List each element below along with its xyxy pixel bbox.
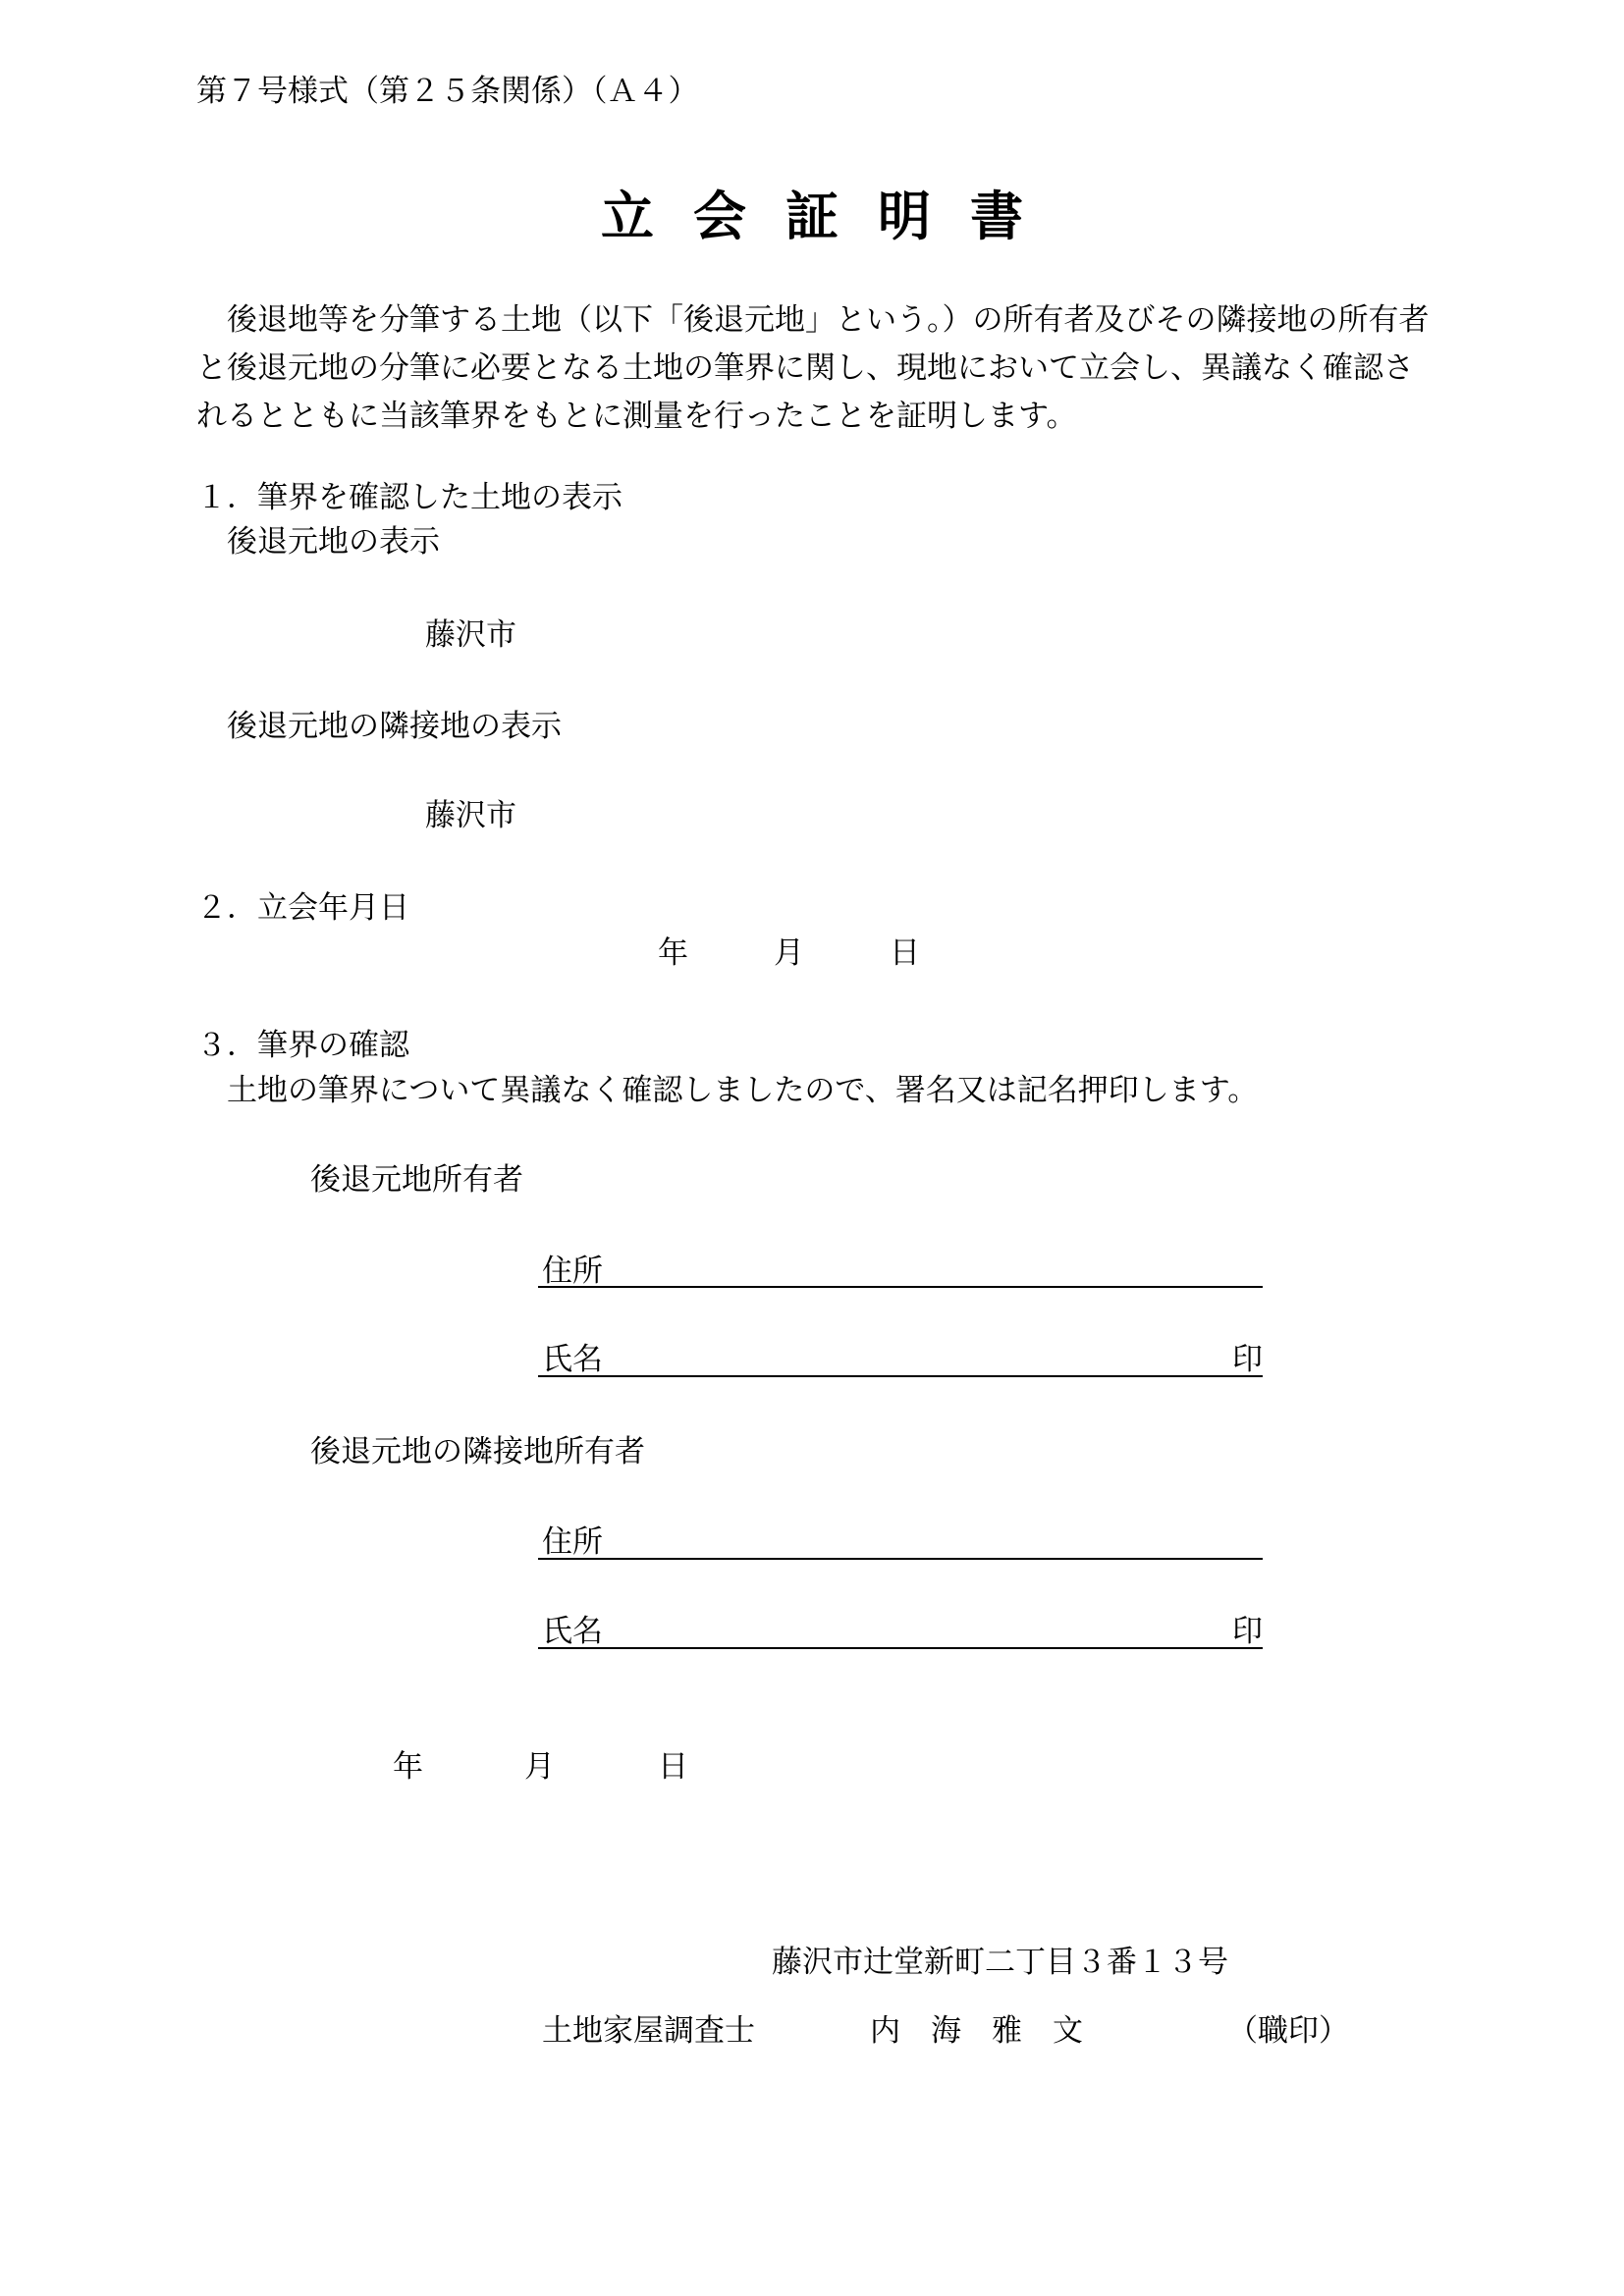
adjacent-land-city: 藤沢市 [425,798,516,833]
footer-day: 日 [658,1749,688,1785]
owner-seal-mark: 印 [1232,1342,1263,1377]
owner-name-field[interactable] [538,1375,1263,1377]
official-seal: （職印） [1227,2013,1349,2049]
adjacent-owner-label: 後退元地の隣接地所有者 [310,1434,645,1469]
section3-heading: ３．筆界の確認 [196,1028,409,1063]
meeting-year: 年 [658,935,688,971]
owner-label: 後退元地所有者 [310,1162,523,1198]
section2-heading: ２．立会年月日 [196,890,409,926]
adjacent-land-label: 後退元地の隣接地の表示 [227,709,562,744]
form-label: 第７号様式（第２５条関係）（Ａ４） [196,74,699,109]
footer-year: 年 [393,1749,423,1785]
confirmation-statement: 土地の筆界について異議なく確認しましたので、署名又は記名押印します。 [227,1073,1259,1108]
adjacent-address-field[interactable] [538,1558,1263,1560]
adjacent-name-field[interactable] [538,1647,1263,1649]
origin-land-label: 後退元地の表示 [227,524,440,560]
section1-heading: １．筆界を確認した土地の表示 [196,480,623,515]
origin-land-city: 藤沢市 [425,617,516,653]
intro-paragraph [196,296,1443,441]
document-title: 立会証明書 [601,186,1062,247]
footer-month: 月 [524,1749,555,1785]
surveyor-address: 藤沢市辻堂新町二丁目３番１３号 [772,1945,1228,1980]
surveyor-name: 内 海 雅 文 [870,2013,1083,2049]
owner-address-label: 住所 [542,1254,603,1289]
adjacent-name-label: 氏名 [542,1614,603,1649]
owner-name-label: 氏名 [542,1342,603,1377]
adjacent-seal-mark: 印 [1232,1614,1263,1649]
meeting-month: 月 [774,935,804,971]
intro-text: 後退地等を分筆する土地（以下「後退元地」という。）の所有者及びその隣接地の所有者と後退元地の分筆に必要となる土地の筆界に関し、現地において立会し、異議なく確認されるとともに当該筆界をもとに測量を行ったことを証明します。 [196,302,1430,434]
owner-address-field[interactable] [538,1286,1263,1288]
adjacent-address-label: 住所 [542,1524,603,1560]
meeting-day: 日 [890,935,920,971]
surveyor-title: 土地家屋調査士 [542,2013,755,2049]
